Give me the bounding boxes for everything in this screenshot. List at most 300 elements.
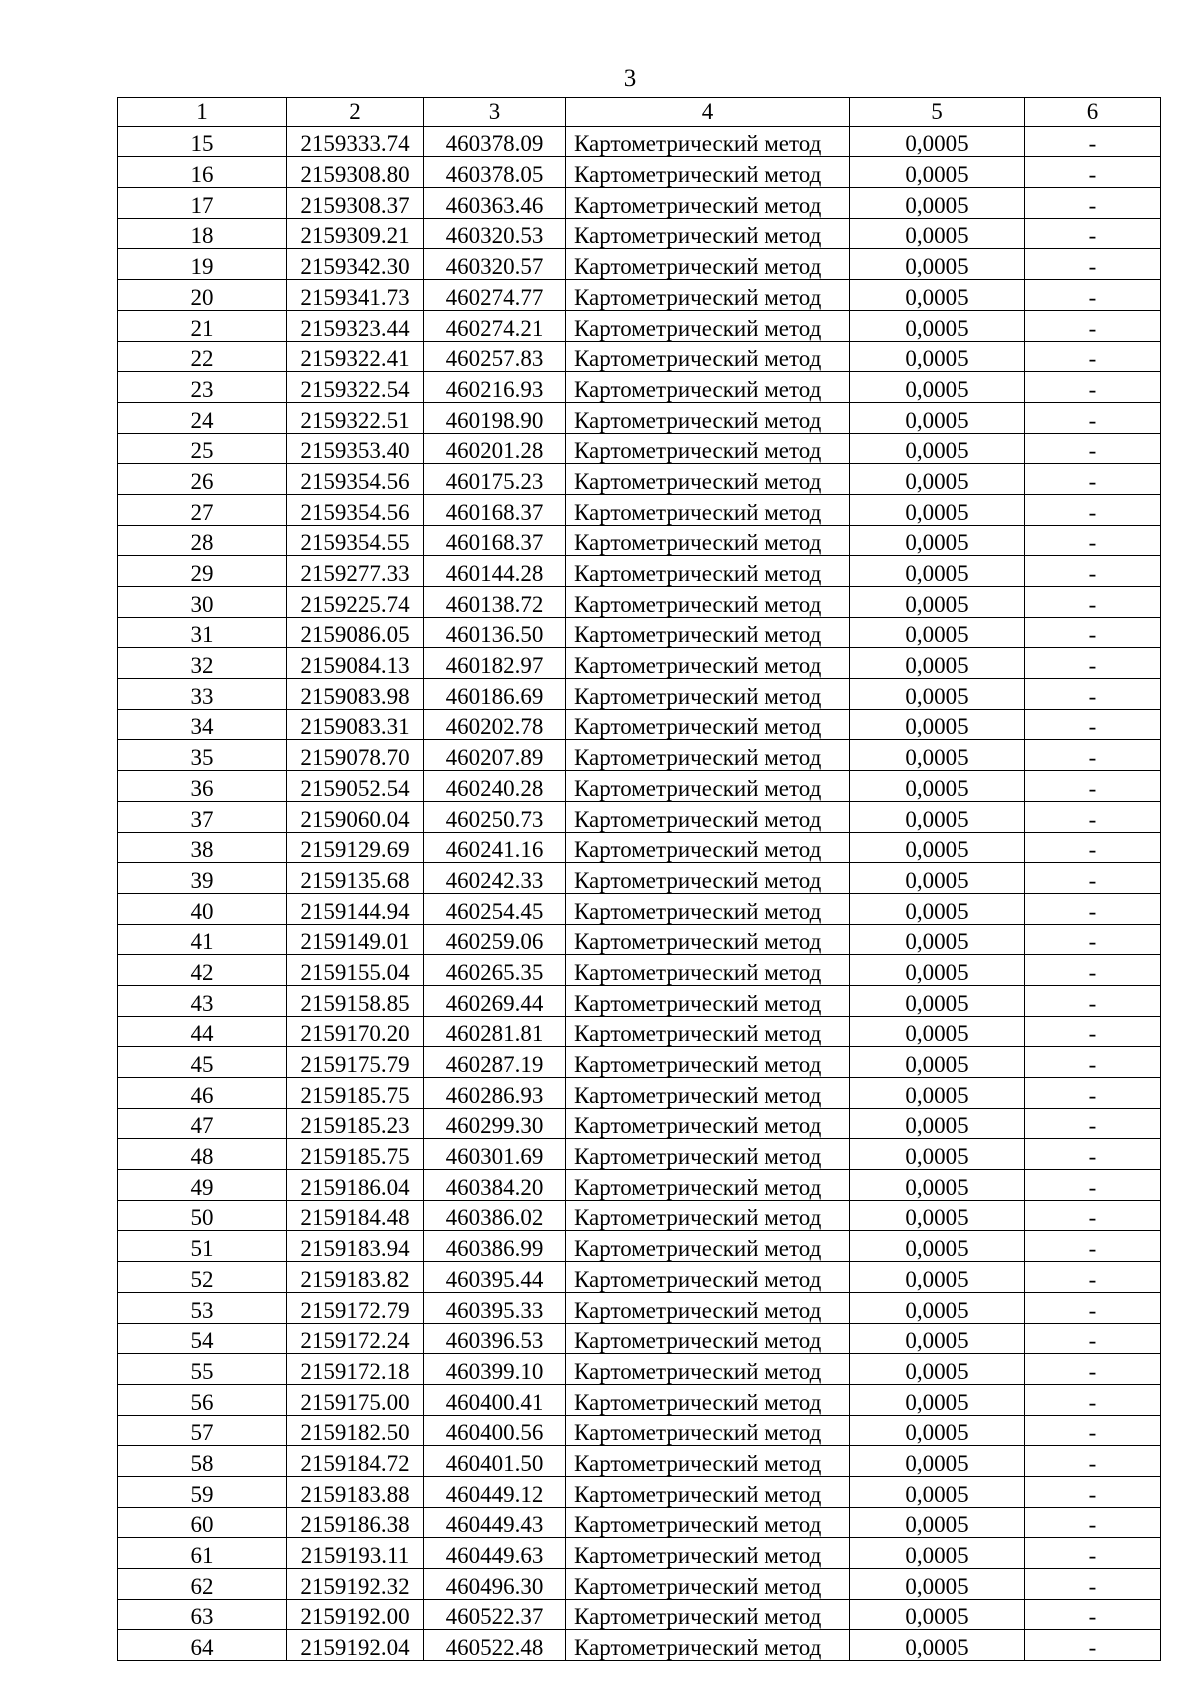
- cell-description: -: [1025, 1446, 1161, 1477]
- cell-description: -: [1025, 218, 1161, 249]
- cell-method: Картометрический метод: [566, 464, 850, 495]
- table-row: [118, 985, 1161, 1016]
- cell-point-number: 25: [118, 433, 287, 464]
- cell-accuracy: 0,0005: [850, 1354, 1025, 1385]
- cell-description: -: [1025, 648, 1161, 679]
- cell-accuracy: 0,0005: [850, 249, 1025, 280]
- cell-point-number: 51: [118, 1231, 287, 1262]
- cell-point-number: 50: [118, 1200, 287, 1231]
- cell-y-coordinate: 460168.37: [424, 525, 566, 556]
- cell-description: -: [1025, 1476, 1161, 1507]
- cell-method: Картометрический метод: [566, 1507, 850, 1538]
- cell-point-number: 60: [118, 1507, 287, 1538]
- cell-description: -: [1025, 985, 1161, 1016]
- cell-point-number: 43: [118, 985, 287, 1016]
- cell-accuracy: 0,0005: [850, 1569, 1025, 1600]
- cell-description: -: [1025, 433, 1161, 464]
- cell-description: -: [1025, 617, 1161, 648]
- cell-x-coordinate: 2159170.20: [287, 1016, 424, 1047]
- cell-point-number: 62: [118, 1569, 287, 1600]
- cell-y-coordinate: 460400.41: [424, 1384, 566, 1415]
- cell-method: Картометрический метод: [566, 679, 850, 710]
- table-row: [118, 1446, 1161, 1477]
- cell-description: -: [1025, 801, 1161, 832]
- cell-y-coordinate: 460182.97: [424, 648, 566, 679]
- table-row: [118, 525, 1161, 556]
- cell-description: -: [1025, 955, 1161, 986]
- cell-method: Картометрический метод: [566, 985, 850, 1016]
- cell-description: -: [1025, 402, 1161, 433]
- column-header-method: 4: [566, 98, 850, 127]
- cell-x-coordinate: 2159172.79: [287, 1292, 424, 1323]
- cell-method: Картометрический метод: [566, 1630, 850, 1661]
- coordinates-table: [117, 97, 1161, 1661]
- cell-description: -: [1025, 587, 1161, 618]
- cell-point-number: 33: [118, 679, 287, 710]
- cell-y-coordinate: 460299.30: [424, 1108, 566, 1139]
- cell-point-number: 27: [118, 494, 287, 525]
- cell-y-coordinate: 460301.69: [424, 1139, 566, 1170]
- table-body: [118, 126, 1161, 1660]
- cell-x-coordinate: 2159129.69: [287, 832, 424, 863]
- cell-x-coordinate: 2159354.56: [287, 464, 424, 495]
- cell-point-number: 63: [118, 1599, 287, 1630]
- cell-point-number: 49: [118, 1170, 287, 1201]
- cell-y-coordinate: 460320.57: [424, 249, 566, 280]
- cell-accuracy: 0,0005: [850, 188, 1025, 219]
- table-row: [118, 157, 1161, 188]
- cell-point-number: 40: [118, 893, 287, 924]
- cell-point-number: 45: [118, 1047, 287, 1078]
- table-row: [118, 1170, 1161, 1201]
- cell-method: Картометрический метод: [566, 1569, 850, 1600]
- cell-method: Картометрический метод: [566, 893, 850, 924]
- cell-point-number: 38: [118, 832, 287, 863]
- cell-description: -: [1025, 1200, 1161, 1231]
- cell-x-coordinate: 2159309.21: [287, 218, 424, 249]
- cell-x-coordinate: 2159149.01: [287, 924, 424, 955]
- cell-point-number: 61: [118, 1538, 287, 1569]
- cell-point-number: 24: [118, 402, 287, 433]
- table-row: [118, 955, 1161, 986]
- cell-method: Картометрический метод: [566, 1384, 850, 1415]
- column-header-accuracy: 5: [850, 98, 1025, 127]
- cell-x-coordinate: 2159341.73: [287, 280, 424, 311]
- cell-point-number: 16: [118, 157, 287, 188]
- cell-point-number: 26: [118, 464, 287, 495]
- table-row: [118, 709, 1161, 740]
- cell-accuracy: 0,0005: [850, 1139, 1025, 1170]
- table-row: [118, 1047, 1161, 1078]
- cell-x-coordinate: 2159083.31: [287, 709, 424, 740]
- cell-description: -: [1025, 310, 1161, 341]
- cell-y-coordinate: 460207.89: [424, 740, 566, 771]
- cell-description: -: [1025, 1078, 1161, 1109]
- cell-y-coordinate: 460259.06: [424, 924, 566, 955]
- cell-description: -: [1025, 157, 1161, 188]
- table-row: [118, 464, 1161, 495]
- cell-y-coordinate: 460136.50: [424, 617, 566, 648]
- cell-x-coordinate: 2159333.74: [287, 126, 424, 157]
- table-row: [118, 433, 1161, 464]
- cell-x-coordinate: 2159192.32: [287, 1569, 424, 1600]
- cell-accuracy: 0,0005: [850, 1047, 1025, 1078]
- cell-description: -: [1025, 1262, 1161, 1293]
- table-row: [118, 1384, 1161, 1415]
- table-row: [118, 1292, 1161, 1323]
- table-row: [118, 1630, 1161, 1661]
- cell-point-number: 31: [118, 617, 287, 648]
- cell-accuracy: 0,0005: [850, 1200, 1025, 1231]
- cell-y-coordinate: 460257.83: [424, 341, 566, 372]
- table-row: [118, 280, 1161, 311]
- cell-accuracy: 0,0005: [850, 1476, 1025, 1507]
- cell-description: -: [1025, 525, 1161, 556]
- cell-y-coordinate: 460384.20: [424, 1170, 566, 1201]
- cell-x-coordinate: 2159135.68: [287, 863, 424, 894]
- cell-y-coordinate: 460198.90: [424, 402, 566, 433]
- cell-point-number: 53: [118, 1292, 287, 1323]
- cell-point-number: 39: [118, 863, 287, 894]
- cell-point-number: 18: [118, 218, 287, 249]
- cell-method: Картометрический метод: [566, 218, 850, 249]
- cell-y-coordinate: 460522.37: [424, 1599, 566, 1630]
- cell-method: Картометрический метод: [566, 402, 850, 433]
- cell-accuracy: 0,0005: [850, 372, 1025, 403]
- cell-y-coordinate: 460175.23: [424, 464, 566, 495]
- cell-method: Картометрический метод: [566, 1446, 850, 1477]
- cell-point-number: 29: [118, 556, 287, 587]
- cell-accuracy: 0,0005: [850, 1078, 1025, 1109]
- cell-description: -: [1025, 341, 1161, 372]
- cell-y-coordinate: 460395.44: [424, 1262, 566, 1293]
- cell-accuracy: 0,0005: [850, 893, 1025, 924]
- cell-x-coordinate: 2159155.04: [287, 955, 424, 986]
- cell-method: Картометрический метод: [566, 1292, 850, 1323]
- cell-y-coordinate: 460265.35: [424, 955, 566, 986]
- cell-method: Картометрический метод: [566, 556, 850, 587]
- cell-point-number: 41: [118, 924, 287, 955]
- cell-point-number: 19: [118, 249, 287, 280]
- table-row: [118, 587, 1161, 618]
- cell-point-number: 15: [118, 126, 287, 157]
- cell-x-coordinate: 2159078.70: [287, 740, 424, 771]
- cell-point-number: 54: [118, 1323, 287, 1354]
- column-header-x-coordinate: 2: [287, 98, 424, 127]
- cell-description: -: [1025, 1415, 1161, 1446]
- cell-point-number: 30: [118, 587, 287, 618]
- cell-accuracy: 0,0005: [850, 310, 1025, 341]
- cell-point-number: 22: [118, 341, 287, 372]
- cell-y-coordinate: 460401.50: [424, 1446, 566, 1477]
- cell-method: Картометрический метод: [566, 863, 850, 894]
- cell-y-coordinate: 460274.21: [424, 310, 566, 341]
- cell-method: Картометрический метод: [566, 1139, 850, 1170]
- cell-x-coordinate: 2159184.48: [287, 1200, 424, 1231]
- table-row: [118, 188, 1161, 219]
- cell-description: -: [1025, 280, 1161, 311]
- cell-x-coordinate: 2159322.41: [287, 341, 424, 372]
- cell-point-number: 55: [118, 1354, 287, 1385]
- table-row: [118, 341, 1161, 372]
- cell-accuracy: 0,0005: [850, 1262, 1025, 1293]
- page-number: 3: [623, 65, 637, 92]
- cell-point-number: 23: [118, 372, 287, 403]
- cell-accuracy: 0,0005: [850, 1231, 1025, 1262]
- table-row: [118, 771, 1161, 802]
- cell-description: -: [1025, 1323, 1161, 1354]
- table-row: [118, 1599, 1161, 1630]
- table-row: [118, 1139, 1161, 1170]
- cell-description: -: [1025, 1292, 1161, 1323]
- table-row: [118, 494, 1161, 525]
- cell-point-number: 58: [118, 1446, 287, 1477]
- cell-point-number: 47: [118, 1108, 287, 1139]
- cell-y-coordinate: 460400.56: [424, 1415, 566, 1446]
- cell-x-coordinate: 2159183.94: [287, 1231, 424, 1262]
- cell-accuracy: 0,0005: [850, 709, 1025, 740]
- table-row: [118, 832, 1161, 863]
- table-header-row: [118, 98, 1161, 127]
- table-row: [118, 863, 1161, 894]
- cell-y-coordinate: 460449.43: [424, 1507, 566, 1538]
- cell-accuracy: 0,0005: [850, 771, 1025, 802]
- cell-method: Картометрический метод: [566, 801, 850, 832]
- cell-description: -: [1025, 1231, 1161, 1262]
- cell-accuracy: 0,0005: [850, 464, 1025, 495]
- cell-y-coordinate: 460216.93: [424, 372, 566, 403]
- cell-y-coordinate: 460363.46: [424, 188, 566, 219]
- cell-method: Картометрический метод: [566, 1538, 850, 1569]
- cell-accuracy: 0,0005: [850, 985, 1025, 1016]
- cell-accuracy: 0,0005: [850, 648, 1025, 679]
- cell-method: Картометрический метод: [566, 740, 850, 771]
- cell-description: -: [1025, 1630, 1161, 1661]
- cell-x-coordinate: 2159052.54: [287, 771, 424, 802]
- cell-accuracy: 0,0005: [850, 1446, 1025, 1477]
- cell-x-coordinate: 2159354.55: [287, 525, 424, 556]
- cell-y-coordinate: 460281.81: [424, 1016, 566, 1047]
- cell-x-coordinate: 2159308.37: [287, 188, 424, 219]
- cell-description: -: [1025, 679, 1161, 710]
- table-row: [118, 310, 1161, 341]
- cell-method: Картометрический метод: [566, 1476, 850, 1507]
- cell-point-number: 17: [118, 188, 287, 219]
- cell-y-coordinate: 460449.12: [424, 1476, 566, 1507]
- cell-description: -: [1025, 1139, 1161, 1170]
- cell-x-coordinate: 2159186.04: [287, 1170, 424, 1201]
- cell-accuracy: 0,0005: [850, 1170, 1025, 1201]
- cell-x-coordinate: 2159158.85: [287, 985, 424, 1016]
- table-row: [118, 126, 1161, 157]
- table-row: [118, 1507, 1161, 1538]
- cell-y-coordinate: 460449.63: [424, 1538, 566, 1569]
- column-header-y-coordinate: 3: [424, 98, 566, 127]
- cell-method: Картометрический метод: [566, 310, 850, 341]
- table-row: [118, 1262, 1161, 1293]
- cell-accuracy: 0,0005: [850, 924, 1025, 955]
- cell-accuracy: 0,0005: [850, 433, 1025, 464]
- cell-point-number: 56: [118, 1384, 287, 1415]
- table-row: [118, 218, 1161, 249]
- cell-x-coordinate: 2159185.75: [287, 1139, 424, 1170]
- cell-y-coordinate: 460274.77: [424, 280, 566, 311]
- cell-description: -: [1025, 1599, 1161, 1630]
- cell-point-number: 64: [118, 1630, 287, 1661]
- cell-accuracy: 0,0005: [850, 494, 1025, 525]
- table-row: [118, 1415, 1161, 1446]
- cell-description: -: [1025, 1384, 1161, 1415]
- table-row: [118, 402, 1161, 433]
- cell-y-coordinate: 460242.33: [424, 863, 566, 894]
- cell-accuracy: 0,0005: [850, 157, 1025, 188]
- cell-x-coordinate: 2159322.54: [287, 372, 424, 403]
- cell-accuracy: 0,0005: [850, 740, 1025, 771]
- cell-x-coordinate: 2159175.79: [287, 1047, 424, 1078]
- cell-accuracy: 0,0005: [850, 617, 1025, 648]
- cell-y-coordinate: 460395.33: [424, 1292, 566, 1323]
- cell-x-coordinate: 2159060.04: [287, 801, 424, 832]
- cell-point-number: 34: [118, 709, 287, 740]
- cell-method: Картометрический метод: [566, 525, 850, 556]
- table-row: [118, 617, 1161, 648]
- cell-accuracy: 0,0005: [850, 1538, 1025, 1569]
- cell-x-coordinate: 2159323.44: [287, 310, 424, 341]
- cell-method: Картометрический метод: [566, 188, 850, 219]
- cell-method: Картометрический метод: [566, 1354, 850, 1385]
- cell-y-coordinate: 460254.45: [424, 893, 566, 924]
- table-row: [118, 1108, 1161, 1139]
- cell-description: -: [1025, 1016, 1161, 1047]
- cell-x-coordinate: 2159144.94: [287, 893, 424, 924]
- table-row: [118, 1200, 1161, 1231]
- cell-description: -: [1025, 126, 1161, 157]
- table-row: [118, 1354, 1161, 1385]
- cell-accuracy: 0,0005: [850, 525, 1025, 556]
- cell-method: Картометрический метод: [566, 1016, 850, 1047]
- cell-y-coordinate: 460186.69: [424, 679, 566, 710]
- cell-description: -: [1025, 709, 1161, 740]
- cell-method: Картометрический метод: [566, 126, 850, 157]
- cell-description: -: [1025, 1538, 1161, 1569]
- cell-description: -: [1025, 771, 1161, 802]
- cell-method: Картометрический метод: [566, 372, 850, 403]
- cell-x-coordinate: 2159084.13: [287, 648, 424, 679]
- column-header-point-number: 1: [118, 98, 287, 127]
- cell-accuracy: 0,0005: [850, 126, 1025, 157]
- cell-point-number: 46: [118, 1078, 287, 1109]
- cell-point-number: 36: [118, 771, 287, 802]
- cell-method: Картометрический метод: [566, 709, 850, 740]
- cell-accuracy: 0,0005: [850, 1599, 1025, 1630]
- cell-y-coordinate: 460320.53: [424, 218, 566, 249]
- cell-accuracy: 0,0005: [850, 402, 1025, 433]
- cell-point-number: 42: [118, 955, 287, 986]
- cell-description: -: [1025, 893, 1161, 924]
- cell-x-coordinate: 2159172.24: [287, 1323, 424, 1354]
- cell-accuracy: 0,0005: [850, 1415, 1025, 1446]
- table-row: [118, 893, 1161, 924]
- table-row: [118, 1323, 1161, 1354]
- cell-x-coordinate: 2159353.40: [287, 433, 424, 464]
- cell-method: Картометрический метод: [566, 341, 850, 372]
- cell-x-coordinate: 2159225.74: [287, 587, 424, 618]
- cell-x-coordinate: 2159183.88: [287, 1476, 424, 1507]
- cell-method: Картометрический метод: [566, 1078, 850, 1109]
- cell-accuracy: 0,0005: [850, 955, 1025, 986]
- cell-x-coordinate: 2159175.00: [287, 1384, 424, 1415]
- cell-method: Картометрический метод: [566, 1170, 850, 1201]
- cell-accuracy: 0,0005: [850, 1323, 1025, 1354]
- cell-point-number: 35: [118, 740, 287, 771]
- cell-description: -: [1025, 464, 1161, 495]
- cell-description: -: [1025, 556, 1161, 587]
- table-row: [118, 1231, 1161, 1262]
- cell-accuracy: 0,0005: [850, 341, 1025, 372]
- cell-point-number: 48: [118, 1139, 287, 1170]
- cell-accuracy: 0,0005: [850, 1507, 1025, 1538]
- cell-y-coordinate: 460386.02: [424, 1200, 566, 1231]
- cell-description: -: [1025, 188, 1161, 219]
- cell-accuracy: 0,0005: [850, 1108, 1025, 1139]
- table-row: [118, 924, 1161, 955]
- cell-x-coordinate: 2159184.72: [287, 1446, 424, 1477]
- cell-point-number: 20: [118, 280, 287, 311]
- cell-x-coordinate: 2159277.33: [287, 556, 424, 587]
- table-row: [118, 1569, 1161, 1600]
- cell-y-coordinate: 460269.44: [424, 985, 566, 1016]
- cell-y-coordinate: 460522.48: [424, 1630, 566, 1661]
- cell-method: Картометрический метод: [566, 1415, 850, 1446]
- cell-y-coordinate: 460386.99: [424, 1231, 566, 1262]
- table-row: [118, 249, 1161, 280]
- cell-y-coordinate: 460202.78: [424, 709, 566, 740]
- cell-description: -: [1025, 494, 1161, 525]
- cell-method: Картометрический метод: [566, 587, 850, 618]
- cell-method: Картометрический метод: [566, 617, 850, 648]
- table-row: [118, 556, 1161, 587]
- cell-y-coordinate: 460399.10: [424, 1354, 566, 1385]
- cell-x-coordinate: 2159185.23: [287, 1108, 424, 1139]
- cell-accuracy: 0,0005: [850, 1384, 1025, 1415]
- cell-method: Картометрический метод: [566, 280, 850, 311]
- cell-accuracy: 0,0005: [850, 1292, 1025, 1323]
- cell-y-coordinate: 460378.05: [424, 157, 566, 188]
- table-row: [118, 1016, 1161, 1047]
- table-row: [118, 372, 1161, 403]
- cell-point-number: 28: [118, 525, 287, 556]
- cell-description: -: [1025, 1569, 1161, 1600]
- cell-x-coordinate: 2159186.38: [287, 1507, 424, 1538]
- cell-x-coordinate: 2159083.98: [287, 679, 424, 710]
- cell-description: -: [1025, 832, 1161, 863]
- cell-x-coordinate: 2159192.00: [287, 1599, 424, 1630]
- cell-y-coordinate: 460496.30: [424, 1569, 566, 1600]
- cell-x-coordinate: 2159086.05: [287, 617, 424, 648]
- cell-y-coordinate: 460396.53: [424, 1323, 566, 1354]
- cell-y-coordinate: 460241.16: [424, 832, 566, 863]
- cell-method: Картометрический метод: [566, 648, 850, 679]
- cell-method: Картометрический метод: [566, 1047, 850, 1078]
- cell-description: -: [1025, 740, 1161, 771]
- cell-method: Картометрический метод: [566, 955, 850, 986]
- cell-y-coordinate: 460201.28: [424, 433, 566, 464]
- cell-method: Картометрический метод: [566, 249, 850, 280]
- cell-point-number: 21: [118, 310, 287, 341]
- cell-y-coordinate: 460286.93: [424, 1078, 566, 1109]
- cell-accuracy: 0,0005: [850, 1016, 1025, 1047]
- table-row: [118, 679, 1161, 710]
